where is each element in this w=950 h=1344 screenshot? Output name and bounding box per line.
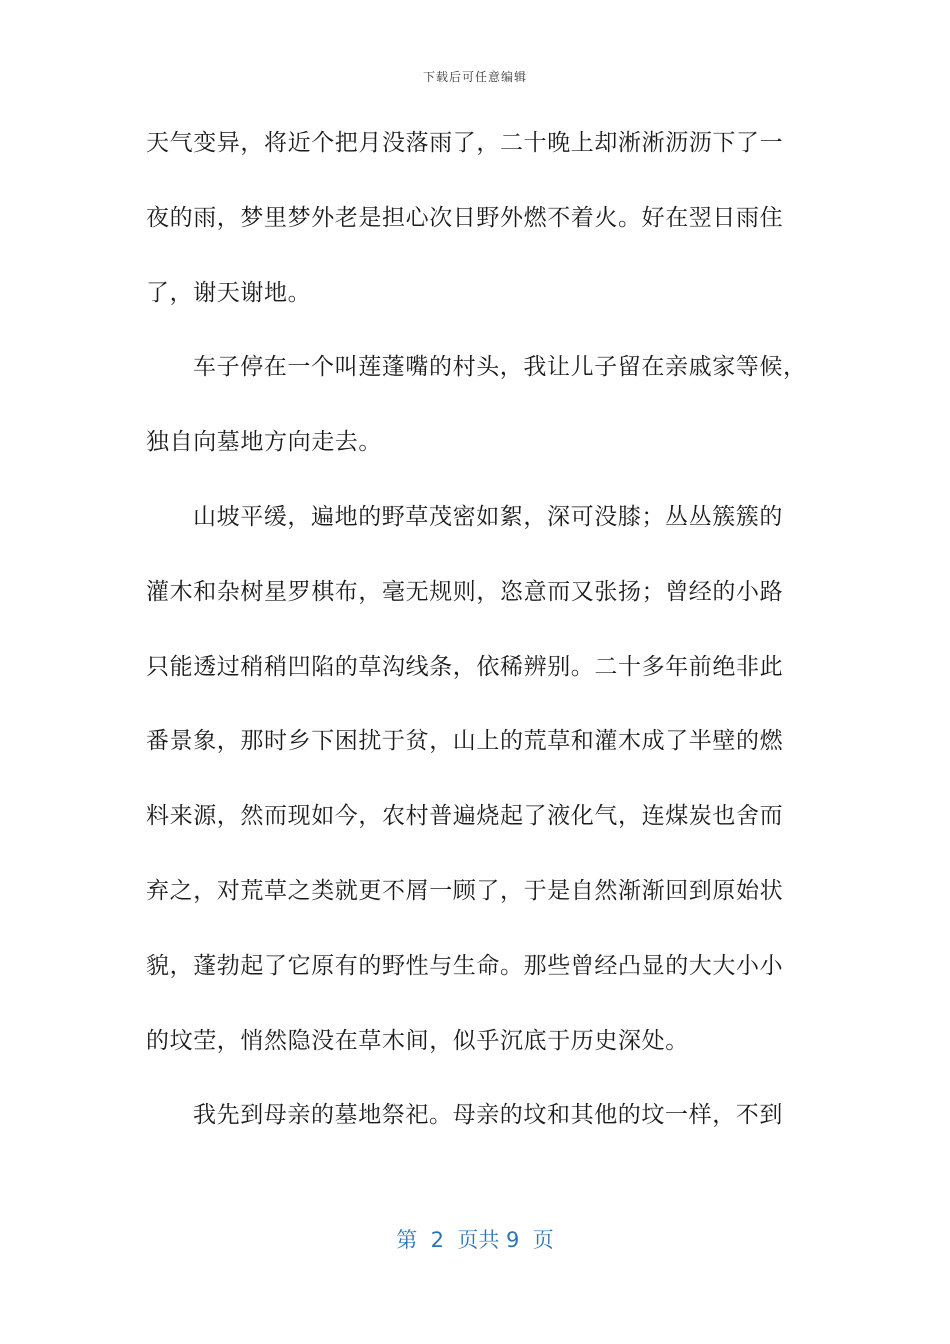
text-line: 料来源，然而现如今，农村普遍烧起了液化气，连煤炭也舍而 (146, 803, 784, 830)
text-line: 弃之，对荒草之类就更不屑一顾了，于是自然渐渐回到原始状 (146, 877, 784, 904)
text-line: 我先到母亲的墓地祭祀。母亲的坟和其他的坟一样，不到 (193, 1102, 783, 1129)
text-line: 独自向墓地方向走去。 (146, 429, 382, 456)
text-line: 只能透过稍稍凹陷的草沟线条，依稀辨别。二十多年前绝非此 (146, 653, 784, 680)
text-line: 了，谢天谢地。 (146, 279, 312, 306)
text-line: 夜的雨，梦里梦外老是担心次日野外燃不着火。好在翌日雨住 (146, 204, 784, 231)
page-footer-number: 第 2 页共 9 页 (396, 1228, 554, 1252)
text-line: 车子停在一个叫莲蓬嘴的村头，我让儿子留在亲戚家等候， (193, 354, 807, 381)
document-body (146, 118, 806, 1165)
text-line: 山坡平缓，遍地的野草茂密如絮，深可没膝；丛丛簇簇的 (193, 503, 783, 530)
text-line: 天气变异，将近个把月没落雨了，二十晚上却淅淅沥沥下了一 (146, 130, 784, 156)
text-line: 貌，蓬勃起了它原有的野性与生命。那些曾经凸显的大大小小 (146, 952, 784, 979)
text-line: 番景象，那时乡下困扰于贫，山上的荒草和灌木成了半壁的燃 (146, 728, 784, 755)
text-line: 的坟茔，悄然隐没在草木间，似乎沉底于历史深处。 (146, 1027, 689, 1054)
page-header: 下载后可任意编辑 (422, 70, 527, 84)
text-line: 灌木和杂树星罗棋布，毫无规则，恣意而又张扬；曾经的小路 (146, 578, 784, 605)
